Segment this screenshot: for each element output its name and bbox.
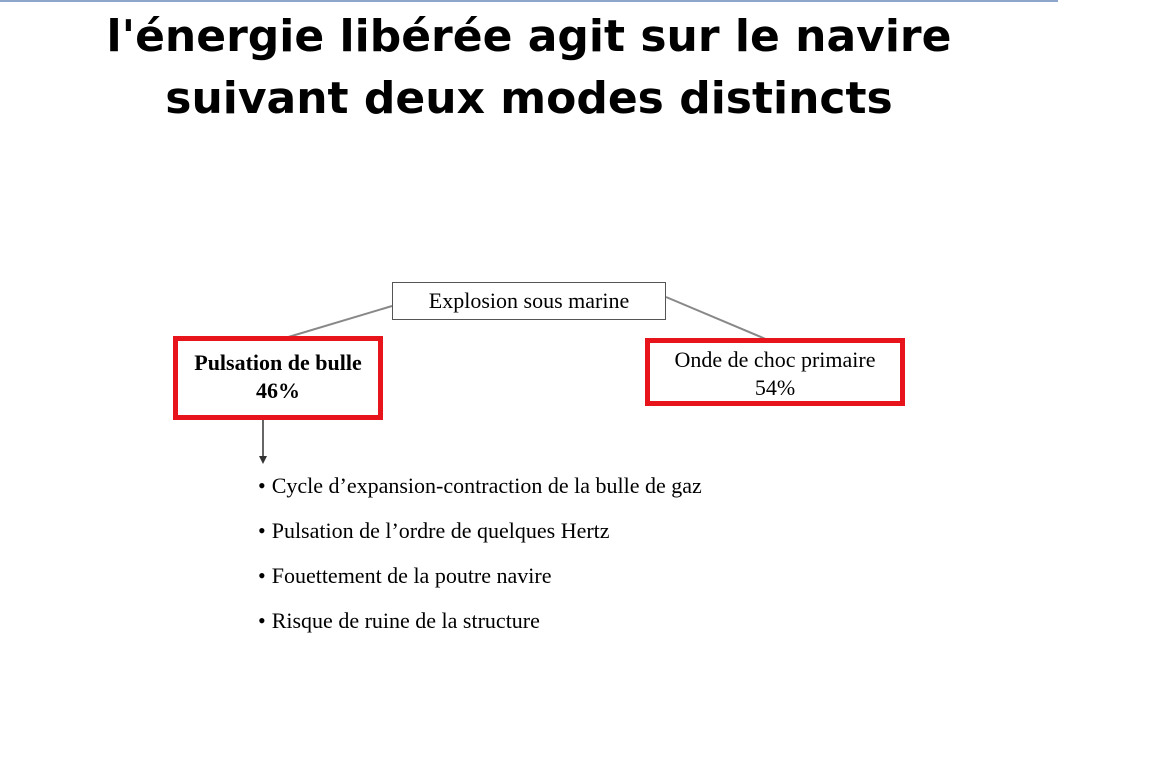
bubble-pulsation-share: 46% xyxy=(256,378,300,403)
list-item: • Cycle d’expansion-contraction de la bulle de gaz xyxy=(258,470,702,515)
bubble-pulsation-label: Pulsation de bulle xyxy=(194,350,362,375)
primary-shock-share: 54% xyxy=(754,375,796,400)
list-item: • Risque de ruine de la structure xyxy=(258,605,702,650)
primary-shock-node xyxy=(645,338,905,406)
slide-title-line-2: suivant deux modes distincts xyxy=(165,73,893,124)
list-item: • Fouettement de la poutre navire xyxy=(258,560,702,605)
slide-title-line-1: l'énergie libérée agit sur le navire xyxy=(106,11,952,62)
list-item: • Pulsation de l’ordre de quelques Hertz xyxy=(258,515,702,560)
connector-root-to-bubble xyxy=(285,306,392,338)
connector-root-to-shock xyxy=(666,297,768,340)
primary-shock-label: Onde de choc primaire xyxy=(674,347,876,372)
bubble-effects-list xyxy=(258,470,702,650)
arrowhead-down-icon xyxy=(259,456,267,464)
explosion-node xyxy=(392,282,666,320)
explosion-node-label: Explosion sous marine xyxy=(428,288,630,313)
bubble-pulsation-node xyxy=(173,336,383,420)
